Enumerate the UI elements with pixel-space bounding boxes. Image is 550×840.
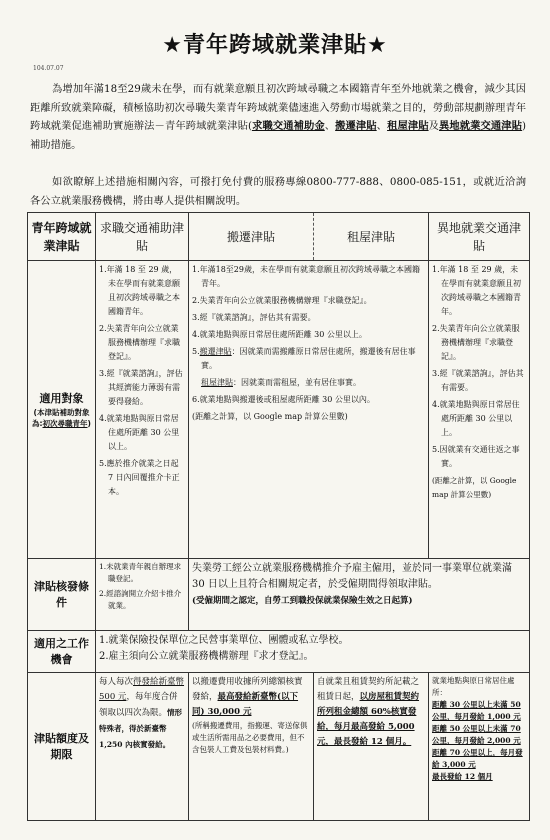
header-job-transport: 求職交通補助津貼 <box>96 213 189 261</box>
amount-commute: 就業地點與原日常居住處所： 距離 30 公里以上未滿 50 公里，每月發給 1,000 元 距離 50 公里以上未滿 70 公里，每月發給 2,000 元 距離 70 公里以上，每月發給 3,000 元 最長發給 12 個月 <box>429 673 530 821</box>
eligibility-commute: 1.年滿 18 至 29 歲，未在學而有就業意願且初次跨域尋職之本國籍青年。 2.失業青年向公立就業服務機構辦理『求職登記』。 3.經『就業諮詢』，評估其有需要。 4.就業地點與原日常居住處所距離 30 公里以上。 5.因就業有交通往返之事實。 (距離之計算，以 Google map 計算公里數) <box>429 261 530 559</box>
label-amount: 津貼額度及期限 <box>28 673 96 821</box>
header-corner: 青年跨域就業津貼 <box>28 213 96 261</box>
amount-relocation: 以搬遷費用收據所列總額核實發給，最高發給新臺幣(以下同) 30,000 元 (所稱搬遷費用，指搬運、寄送傢俱或生活所需用品之必要費用，但不含包裝人工費及包裝材料費。) <box>189 673 314 821</box>
eligibility-job-transport: 1.年滿 18 至 29 歲，未在學而有就業意願且初次跨域尋職之本國籍青年。 2.失業青年向公立就業服務機構辦理『求職登記』。 3.經『就業諮詢』，評估其經濟能力薄弱有需要得發給。 4.就業地點與原日常居住處所距離 30 公里以上。 5.應於推介就業之日起 7 日內回覆推介卡正本。 <box>96 261 189 559</box>
intro-paragraph-1: 為增加年滿18至29歲未在學，而有就業意願且初次跨域尋職之本國籍青年至外地就業之機會，減少其因距離所致就業障礙，積極協助初次尋職失業青年跨域就業儘速進入勞動市場就業之目的，勞動部規劃辦理青年跨域就業促進補助實施辦法－青年跨域就業津貼(求職交通補助金、搬遷津貼、租屋津貼及異地就業交通津貼)補助措施。 <box>30 83 527 151</box>
applicable-jobs: 1.就業保險投保單位之民營事業單位、團體或私立學校。 2.雇主須向公立就業服務機構辦理『求才登記』。 <box>96 631 530 673</box>
subsidy-table <box>27 212 530 821</box>
header-rent: 租屋津貼 <box>314 213 429 261</box>
document-title: ★青年跨域就業津貼★ <box>162 33 388 58</box>
link-commute: 異地就業交通津貼 <box>438 120 523 132</box>
label-applicable-jobs: 適用之工作機會 <box>28 631 96 673</box>
header-relocation: 搬遷津貼 <box>189 213 314 261</box>
amount-rent: 自就業且租賃契約所記載之租賃日起，以房屋租賃契約所列租金總額 60%核實發給，每月最高發給 5,000 元，最長發給 12 個月。 <box>314 673 429 821</box>
amount-job-transport: 每人每次得發給新臺幣 500 元，每年度合併領取以四次為限。情形特殊者，得於新臺幣 1,250 內核實發給。 <box>96 673 189 821</box>
label-eligibility: 適用對象 (本津貼補助對象為:初次尋職青年) <box>28 261 96 559</box>
link-rent: 租屋津貼 <box>387 120 429 132</box>
link-relocation: 搬遷津貼 <box>335 120 377 132</box>
header-commute: 異地就業交通津貼 <box>429 213 530 261</box>
issuance-job-transport: 1.未就業青年親自辦理求職登記。 2.經諮詢開立介紹卡推介就業。 <box>96 559 189 631</box>
link-job-transport: 求職交通補助金 <box>252 120 325 132</box>
eligibility-relocation-rent: 1.年滿18至29歲，未在學而有就業意願且初次跨域尋職之本國籍青年。 2.失業青年向公立就業服務機構辦理『求職登記』。 3.經『就業諮詢』，評估其有需要。 4.就業地點與原日常居住處所距離 30 公里以上。 5.搬遷津貼：因就業而需搬離原日常居住處所，搬遷後有居住事實。 租屋津貼：因就業而需租屋，並有居住事實。 6.就業地點與搬遷後或租屋處所距離 30 公里以內。 (距離之計算，以 Google map 計算公里數) <box>189 261 429 559</box>
document-date: 104.07.07 <box>33 65 64 72</box>
intro-paragraph-2: 如欲瞭解上述措施相關內容，可撥打免付費的服務專線0800-777-888、0800-085-151，或就近洽詢各公立就業服務機構，將由專人提供相關說明。 <box>30 176 526 207</box>
label-issuance: 津貼核發條件 <box>28 559 96 631</box>
issuance-others: 失業勞工經公立就業服務機構推介予雇主僱用，並於同一事業單位就業滿 30 日以上且符合相關規定者，於受僱期間得領取津貼。 (受僱期間之認定，自勞工到職投保就業保險生效之日起算) <box>189 559 530 631</box>
